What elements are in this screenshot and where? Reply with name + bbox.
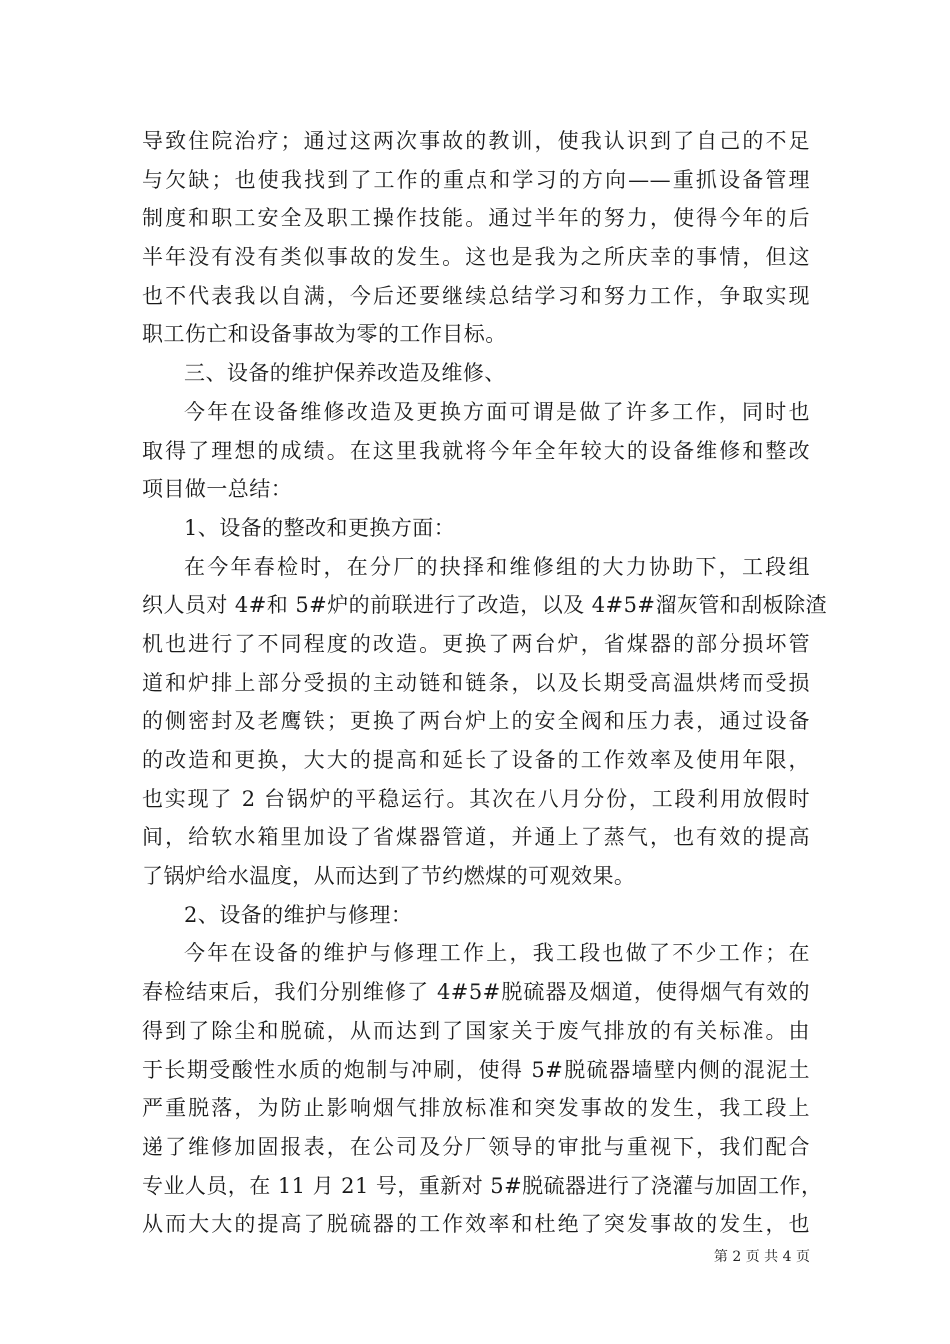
text-line: 也实现了 2 台锅炉的平稳运行。其次在八月分份，工段利用放假时 (142, 786, 810, 811)
text-line: 导致住院治疗；通过这两次事故的教训，使我认识到了自己的不足 (142, 129, 810, 153)
text-line: 春检结束后，我们分别维修了 4#5#脱硫器及烟道，使得烟气有效的 (142, 980, 810, 1005)
text-line: 得到了除尘和脱硫，从而达到了国家关于废气排放的有关标准。由 (142, 1018, 810, 1043)
text-line: 取得了理想的成绩。在这里我就将今年全年较大的设备维修和整改 (142, 438, 810, 463)
text-line: 的侧密封及老鹰铁；更换了两台炉上的安全阀和压力表，通过设备 (142, 709, 810, 734)
page-number-footer: 第 2 页 共 4 页 (713, 1249, 810, 1265)
text-line: 织人员对 4#和 5#炉的前联进行了改造，以及 4#5#溜灰管和刮板除渣 (142, 593, 828, 618)
text-line: 在今年春检时，在分厂的抉择和维修组的大力协助下，工段组 (184, 554, 810, 579)
text-line: 间，给软水箱里加设了省煤器管道，并通上了蒸气，也有效的提高 (142, 825, 810, 850)
text-line: 道和炉排上部分受损的主动链和链条，以及长期受高温烘烤而受损 (142, 670, 810, 695)
text-line: 制度和职工安全及职工操作技能。通过半年的努力，使得今年的后 (142, 206, 810, 231)
text-line: 项目做一总结： (142, 477, 293, 502)
document-body (142, 122, 828, 1244)
text-line: 于长期受酸性水质的炮制与冲刷，使得 5#脱硫器墙壁内侧的混泥土 (142, 1057, 810, 1082)
text-line: 了锅炉给水温度，从而达到了节约燃煤的可观效果。 (142, 864, 636, 889)
text-line: 2、设备的维护与修理： (184, 902, 413, 927)
text-line: 从而大大的提高了脱硫器的工作效率和杜绝了突发事故的发生，也 (142, 1212, 810, 1237)
text-line: 专业人员，在 11 月 21 号，重新对 5#脱硫器进行了浇灌与加固工作， (142, 1173, 823, 1198)
text-line: 职工伤亡和设备事故为零的工作目标。 (142, 322, 507, 347)
text-line: 递了维修加固报表，在公司及分厂领导的审批与重视下，我们配合 (142, 1134, 810, 1159)
text-line: 与欠缺；也使我找到了工作的重点和学习的方向——重抓设备管理 (142, 167, 810, 192)
text-line: 今年在设备维修改造及更换方面可谓是做了许多工作，同时也 (184, 399, 810, 424)
text-line: 三、设备的维护保养改造及维修、 (184, 361, 506, 386)
text-line: 半年没有没有类似事故的发生。这也是我为之所庆幸的事情，但这 (142, 245, 810, 270)
text-line: 也不代表我以自满，今后还要继续总结学习和努力工作，争取实现 (142, 283, 810, 308)
text-line: 机也进行了不同程度的改造。更换了两台炉，省煤器的部分损坏管 (142, 631, 810, 656)
text-line: 的改造和更换，大大的提高和延长了设备的工作效率及使用年限， (142, 748, 810, 772)
text-line: 1、设备的整改和更换方面： (184, 515, 456, 540)
text-line: 今年在设备的维护与修理工作上，我工段也做了不少工作；在 (184, 941, 810, 966)
text-line: 严重脱落，为防止影响烟气排放标准和突发事故的发生，我工段上 (142, 1096, 810, 1121)
